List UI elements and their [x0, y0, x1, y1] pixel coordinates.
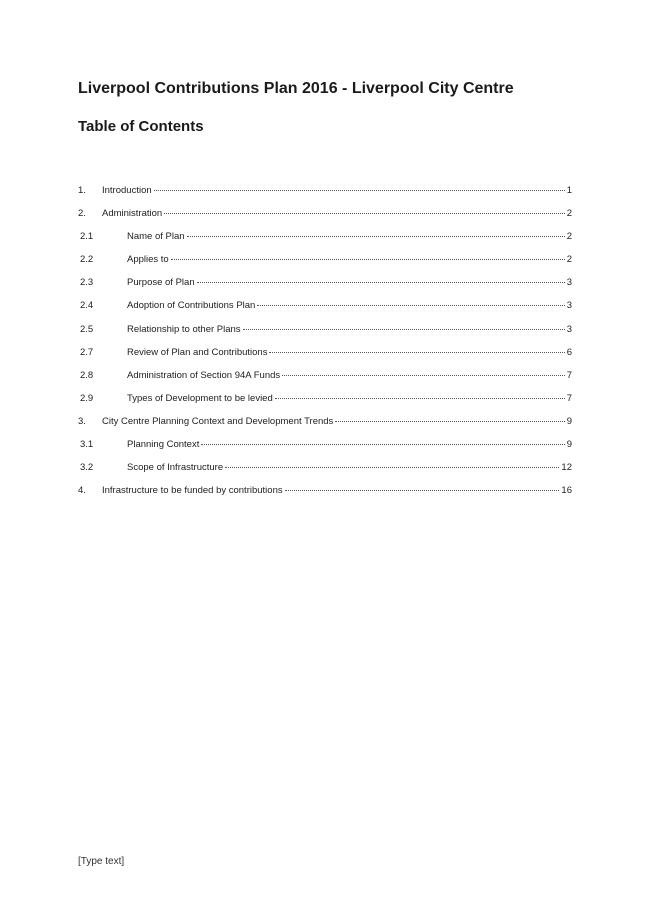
toc-entry-page-number: 6 [566, 346, 572, 358]
toc-heading: Table of Contents [78, 118, 204, 135]
toc-entry[interactable] [78, 485, 572, 508]
toc-entry-page-number: 16 [561, 485, 572, 497]
toc-entry-number: 2.3 [80, 277, 94, 289]
toc-dot-leader [201, 443, 564, 445]
toc-entry[interactable] [78, 462, 572, 485]
toc-dot-leader [243, 328, 565, 330]
toc-entry-number: 2.1 [80, 231, 94, 243]
toc-entry-number: 3. [78, 415, 86, 427]
toc-dot-leader [197, 281, 565, 283]
toc-entry-label: Introduction [102, 185, 152, 196]
toc-entry-number: 2.9 [80, 392, 94, 404]
toc-entry-page-number: 2 [566, 208, 572, 220]
toc-entry[interactable] [78, 254, 572, 277]
toc-entry-page-number: 9 [566, 439, 572, 451]
toc-entry-label: Purpose of Plan [127, 277, 195, 289]
toc-entry-label: Scope of Infrastructure [127, 462, 224, 474]
toc-dot-leader [282, 374, 565, 376]
toc-entry-label: Infrastructure to be funded by contributions [102, 485, 283, 497]
toc-dot-leader [335, 420, 564, 422]
toc-entry-label: Name of Plan [127, 231, 185, 243]
toc-dot-leader [187, 235, 565, 237]
toc-entry-page-number: 7 [566, 369, 572, 381]
toc-entry-label: Administration [102, 208, 163, 220]
toc-entry-number: 2.8 [80, 369, 94, 381]
toc-entry[interactable] [78, 277, 572, 300]
toc-entry[interactable] [78, 416, 572, 439]
toc-entry-number: 2.4 [80, 300, 94, 312]
toc-dot-leader [285, 489, 560, 491]
toc-entry-label: Applies to [127, 254, 169, 266]
toc-entry-number: 4. [78, 485, 86, 497]
toc-entry-label: Relationship to other Plans [127, 323, 241, 335]
toc-entry-page-number: 1 [566, 185, 572, 196]
toc-entry-number: 2. [78, 208, 86, 220]
toc-entry-page-number: 9 [566, 415, 572, 427]
toc-entry-page-number: 2 [566, 231, 572, 243]
toc-entry-label: Planning Context [127, 439, 200, 451]
footer-placeholder: [Type text] [78, 856, 125, 867]
toc-entry-label: City Centre Planning Context and Development Trends [102, 415, 334, 427]
toc-entry[interactable] [78, 347, 572, 370]
toc-entry-number: 1. [78, 185, 86, 196]
toc-entry-number: 3.1 [80, 439, 94, 451]
toc-dot-leader [257, 304, 564, 306]
toc-entry[interactable] [78, 300, 572, 323]
toc-entry-page-number: 3 [566, 323, 572, 335]
document-title: Liverpool Contributions Plan 2016 - Liverpool City Centre [78, 80, 514, 97]
toc-entry[interactable] [78, 231, 572, 254]
toc-dot-leader [171, 258, 565, 260]
toc-entry-page-number: 2 [566, 254, 572, 266]
toc-dot-leader [154, 189, 565, 191]
toc-entry-page-number: 3 [566, 277, 572, 289]
toc-entry-number: 3.2 [80, 462, 94, 474]
toc-entry-number: 2.2 [80, 254, 94, 266]
toc-entry-label: Types of Development to be levied [127, 392, 273, 404]
toc-entry-page-number: 3 [566, 300, 572, 312]
toc-entry-page-number: 7 [566, 392, 572, 404]
toc-dot-leader [269, 351, 564, 353]
toc-entry-number: 2.5 [80, 323, 94, 335]
toc-entry-page-number: 12 [561, 462, 572, 474]
toc-dot-leader [275, 397, 565, 399]
toc-entry[interactable] [78, 370, 572, 393]
toc-entry-number: 2.7 [80, 346, 94, 358]
toc-dot-leader [164, 212, 565, 214]
toc-dot-leader [225, 466, 559, 468]
toc-entry[interactable] [78, 393, 572, 416]
toc-entry[interactable] [78, 324, 572, 347]
toc-entry-label: Review of Plan and Contributions [127, 346, 268, 358]
toc-entry[interactable] [78, 185, 572, 208]
toc-entry-label: Administration of Section 94A Funds [127, 369, 281, 381]
table-of-contents [78, 185, 572, 508]
toc-entry[interactable] [78, 208, 572, 231]
toc-entry-label: Adoption of Contributions Plan [127, 300, 256, 312]
toc-entry[interactable] [78, 439, 572, 462]
